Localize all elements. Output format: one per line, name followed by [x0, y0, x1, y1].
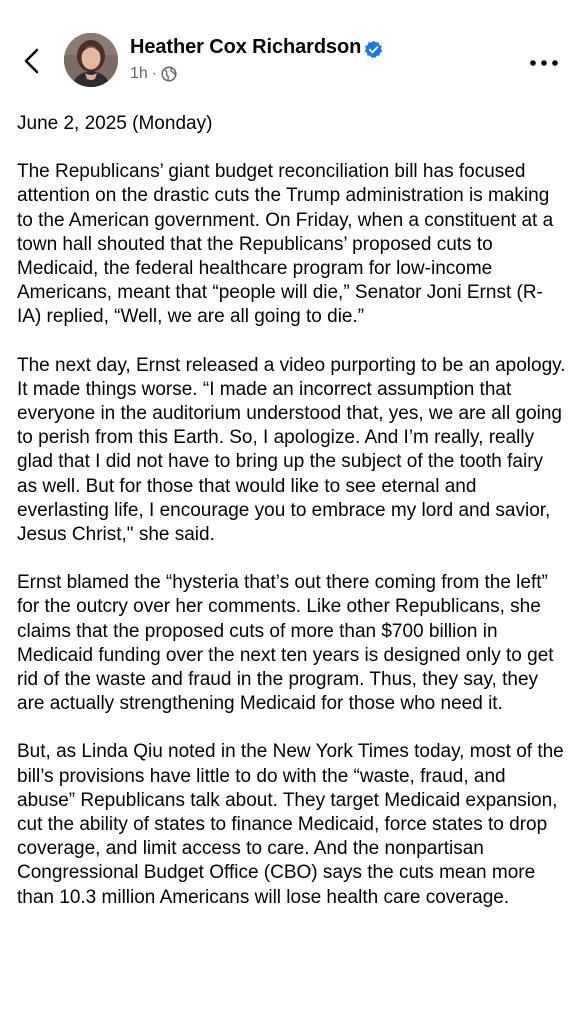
author-photo: [64, 33, 118, 87]
post-header: [0, 0, 577, 100]
meta-separator: ·: [151, 65, 158, 82]
post-paragraph: Ernst blamed the “hysteria that’s out there coming from the left” for the outcry over her comments. Like other Republicans, she claims that the proposed cuts of more than $700 billion in Medicaid funding over the next ten years is designed only to get rid of the waste and fraud in the program. Thus, they say, they are actually strengthening Medicaid for those who need it.: [17, 572, 554, 715]
post-date-line: June 2, 2025 (Monday): [17, 113, 213, 134]
post-paragraph: But, as Linda Qiu noted in the New York Times today, most of the bill’s provisions have little to do with the “waste, fraud, and abuse” Republicans talk about. They target Medicaid expansion, cut the ability of states to finance Medicaid, force states to drop coverage, and limit access to care. And the nonpartisan Congressional Budget Office (CBO) says the cuts mean more than 10.3 million Americans will lose health care coverage.: [17, 741, 564, 908]
more-options-button[interactable]: [528, 56, 560, 68]
post-timestamp[interactable]: 1h: [130, 65, 148, 82]
back-button[interactable]: [18, 46, 46, 76]
avatar[interactable]: [64, 33, 118, 87]
globe-icon[interactable]: [161, 66, 177, 82]
verified-badge-icon: [364, 40, 383, 59]
post-meta: [130, 64, 177, 84]
chevron-left-icon: [18, 46, 46, 76]
more-horizontal-icon: [528, 57, 560, 69]
post-paragraph: The Republicans’ giant budget reconciliation bill has focused attention on the drastic cuts the Trump administration is making to the American government. On Friday, when a constituent at a town hall shouted that the Republicans’ proposed cuts to Medicaid, the federal healthcare program for low-income Americans, meant that “people will die,” Senator Joni Ernst (R-IA) replied, “Well, we are all going to die.”: [17, 161, 554, 328]
post-paragraph: The next day, Ernst released a video purporting to be an apology. It made things worse. “I made an incorrect assumption that everyone in the auditorium understood that, yes, we are all going to perish from this Earth. So, I apologize. And I’m really, really glad that I did not have to bring up the subject of the tooth fairy as well. But for those that would like to see eternal and everlasting life, I encourage you to embrace my lord and savior, Jesus Christ," she said.: [17, 354, 566, 546]
author-name[interactable]: Heather Cox Richardson: [130, 36, 362, 58]
post-body: [17, 112, 567, 910]
